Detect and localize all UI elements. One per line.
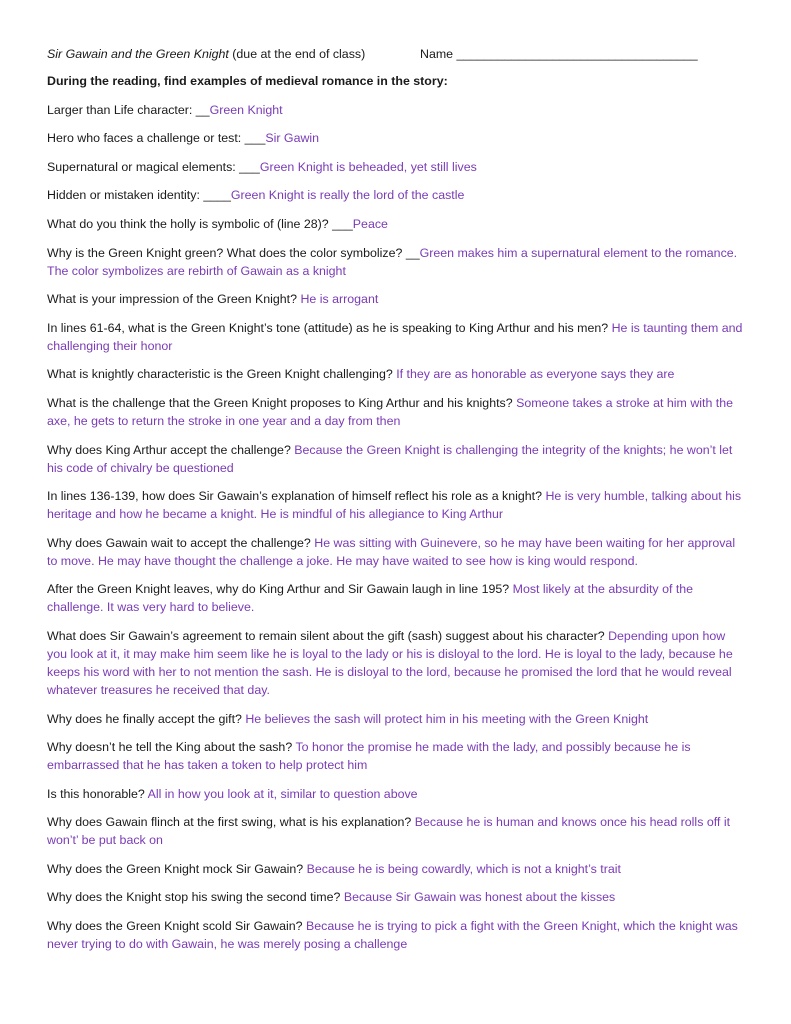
answer-text: To honor the promise he made with the lady, and possibly because he is embarrassed that he has taken a token to help protect him [47,740,691,773]
answer-text: Because he is trying to pick a fight with the Green Knight, which the knight was never trying to do with Gawain, he was merely posing a challenge [47,919,738,952]
question-item [47,627,747,699]
question-item [47,215,747,233]
question-text: Why does the Knight stop his swing the second time? [47,890,344,905]
due-note: (due at the end of class) [228,47,366,61]
answer-text: If they are as honorable as everyone says they are [396,367,675,382]
question-item [47,710,747,728]
question-text: What is your impression of the Green Knight? [47,292,301,307]
question-item [47,785,747,803]
question-item [47,290,747,308]
question-item [47,186,747,204]
answer-text: Because the Green Knight is challenging the integrity of the knights; he won’t let his code of chivalry be questioned [47,442,733,475]
answer-text: Green Knight [209,102,283,117]
answer-text: He believes the sash will protect him in his meeting with the Green Knight [245,711,649,726]
answer-text: Peace [352,216,388,231]
answer-text: He is very humble, talking about his heritage and how he became a knight. He is mindful of his allegiance to King Arthur [47,489,742,522]
question-item [47,158,747,176]
question-text: Why does he finally accept the gift? [47,711,246,726]
question-text: Why doesn’t he tell the King about the sash? [47,740,296,755]
question-text: What do you think the holly is symbolic of (line 28)? ___ [47,216,353,231]
question-item [47,534,747,570]
question-item [47,917,747,953]
question-text: In lines 61-64, what is the Green Knight’s tone (attitude) as he is speaking to King Arthur and his men? [47,320,612,335]
section-heading: During the reading, find examples of medieval romance in the story: [47,74,448,88]
question-text: Why does Gawain flinch at the first swing, what is his explanation? [47,815,415,830]
answer-text: He is arrogant [300,292,379,307]
question-text: In lines 136-139, how does Sir Gawain’s explanation of himself reflect his role as a knight? [47,489,546,504]
answer-text: He is taunting them and challenging their honor [47,320,743,353]
assignment-title [47,45,420,63]
question-list [47,101,747,953]
question-item [47,860,747,878]
story-title: Sir Gawain and the Green Knight [47,47,229,61]
answer-text: Green Knight is really the lord of the castle [230,188,465,203]
question-text: Hidden or mistaken identity: ____ [47,188,231,203]
question-text: Why does King Arthur accept the challenge? [47,442,295,457]
question-text: After the Green Knight leaves, why do King Arthur and Sir Gawain laugh in line 195? [47,582,513,597]
question-text: Why does the Green Knight scold Sir Gawain? [47,919,306,934]
question-text: What is knightly characteristic is the Green Knight challenging? [47,367,397,382]
question-text: Why is the Green Knight green? What does the color symbolize? __ [47,245,420,260]
name-field: Name ___________________________________ [420,47,698,61]
question-text: Is this honorable? [47,786,148,801]
question-item [47,580,747,616]
answer-text: Because Sir Gawain was honest about the kisses [343,890,616,905]
question-item [47,365,747,383]
question-item [47,129,747,147]
question-item [47,888,747,906]
answer-text: All in how you look at it, similar to question above [147,786,418,801]
question-item [47,738,747,774]
question-item [47,101,747,119]
question-item [47,813,747,849]
question-item [47,319,747,355]
answer-text: Someone takes a stroke at him with the axe, he gets to return the stroke in one year and a day from then [47,395,734,428]
answer-text: Green Knight is beheaded, yet still lives [259,159,477,174]
worksheet-header [47,45,747,63]
question-text: What does Sir Gawain’s agreement to remain silent about the gift (sash) suggest about his character? [47,628,609,643]
answer-text: Green makes him a supernatural element to the romance. The color symbolizes are rebirth of Gawain as a knight [47,245,738,278]
answer-text: Sir Gawin [265,131,320,146]
answer-text: Because he is human and knows once his head rolls off it won’t’ be put back on [47,815,731,848]
answer-text: Depending upon how you look at it, it may make him seem like he is loyal to the lady or his is disloyal to the lord. He is loyal to the lady, because he keeps his word with her to not mention the sash. He is disloyal to the lord, because he promised the lord that he would reveal whatever treasures he received that day. [47,628,733,697]
answer-text: He was sitting with Guinevere, so he may have been waiting for her approval to move. He may have thought the challenge a joke. He may have waited to see how is king would respond. [47,535,736,568]
question-text: Why does the Green Knight mock Sir Gawain? [47,861,307,876]
question-item [47,394,747,430]
question-text: What is the challenge that the Green Knight proposes to King Arthur and his knights? [47,395,517,410]
worksheet-page [47,45,747,964]
question-item [47,441,747,477]
question-item [47,487,747,523]
answer-text: Because he is being cowardly, which is not a knight’s trait [306,861,621,876]
question-text: Supernatural or magical elements: ___ [47,159,260,174]
answer-text: Most likely at the absurdity of the challenge. It was very hard to believe. [47,582,694,615]
question-item [47,244,747,280]
question-text: Why does Gawain wait to accept the challenge? [47,535,315,550]
question-text: Larger than Life character: __ [47,102,210,117]
question-text: Hero who faces a challenge or test: ___ [47,131,266,146]
